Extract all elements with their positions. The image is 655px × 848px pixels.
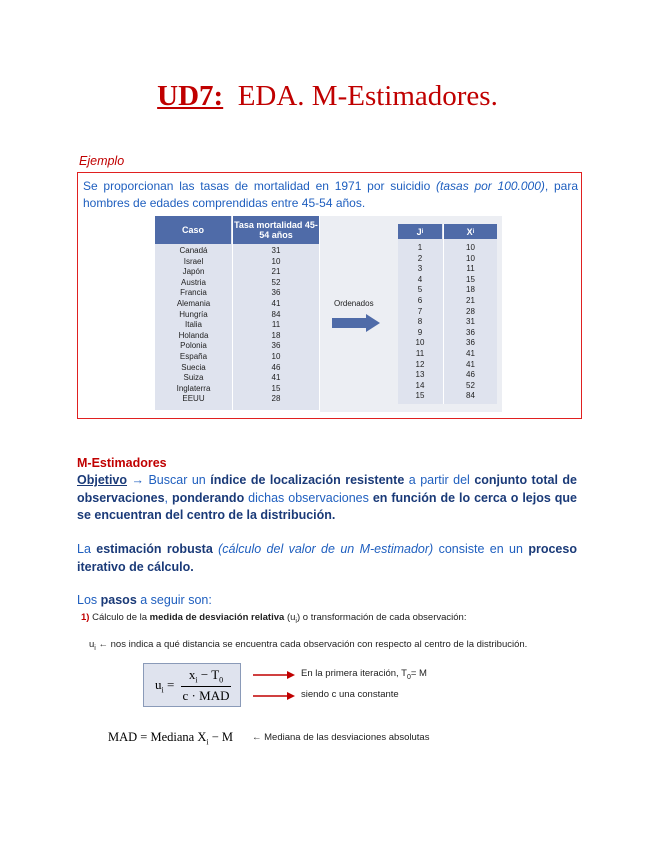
- table-cell-index: 2: [417, 253, 423, 263]
- table-cell-rate: 21: [271, 267, 281, 277]
- table-cell-country: Alemania: [176, 298, 211, 308]
- table-cell-rate: 84: [271, 309, 281, 319]
- table-cell-index: 7: [417, 306, 423, 316]
- table-cell-value: 18: [466, 285, 475, 295]
- title-prefix: UD7:: [157, 80, 224, 112]
- table-cell-value: 31: [466, 317, 475, 327]
- table-cell-country: Francia: [180, 288, 207, 298]
- table-cell-rate: 36: [271, 341, 281, 351]
- table-col-rates: [233, 246, 319, 405]
- table-cell-country: Japón: [182, 267, 205, 277]
- table-cell-index: 3: [417, 264, 423, 274]
- table-cell-value: 15: [466, 274, 475, 284]
- table-cell-index: 8: [417, 317, 423, 327]
- table-cell-value: 11: [466, 264, 475, 274]
- mortality-table: [155, 216, 319, 410]
- table-header-x: X i: [444, 224, 497, 239]
- table-cell-value: 36: [466, 327, 475, 337]
- table-cell-rate: 46: [271, 362, 281, 372]
- table-cell-index: 9: [417, 327, 423, 337]
- table-cell-value: 41: [466, 359, 475, 369]
- page-title: [0, 80, 655, 113]
- table-cell-rate: 41: [271, 373, 281, 383]
- table-cell-value: 36: [466, 338, 475, 348]
- sorted-table: [398, 224, 497, 404]
- table-cell-country: España: [179, 351, 208, 361]
- table-cell-value: 10: [466, 253, 475, 263]
- table-cell-value: 21: [466, 295, 475, 305]
- table-col-countries: [155, 246, 232, 405]
- table-cell-country: Suecia: [181, 362, 206, 372]
- table-cell-value: 52: [466, 380, 475, 390]
- table-cell-rate: 10: [271, 351, 281, 361]
- table-cell-index: 6: [417, 295, 423, 305]
- table-cell-index: 5: [417, 285, 423, 295]
- table-cell-country: Polonia: [180, 341, 207, 351]
- table-cell-country: Italia: [185, 320, 202, 330]
- table-header-caso: Caso: [155, 216, 231, 244]
- title-text: EDA. M-Estimadores.: [237, 80, 498, 112]
- table-cell-value: 10: [466, 243, 475, 252]
- table-cell-value: 28: [466, 306, 475, 316]
- table-cell-rate: 31: [271, 246, 281, 255]
- table-cell-rate: 11: [271, 320, 281, 330]
- robust-paragraph: La estimación robusta (cálculo del valor de un M-estimador) consiste en un proceso iterativo de cálculo.: [77, 542, 577, 574]
- table-cell-rate: 52: [271, 277, 281, 287]
- table-cell-index: 4: [417, 274, 423, 284]
- table-col-values: [444, 243, 497, 402]
- step-1: 1) Cálculo de la medida de desviación relativa $(u_i)$ o transformación de cada observación:: [81, 612, 467, 625]
- arrow-right-icon: [332, 314, 382, 332]
- table-cell-index: 14: [415, 380, 425, 390]
- table-cell-rate: 15: [271, 383, 281, 393]
- table-cell-rate: 28: [271, 394, 281, 404]
- table-col-index: [398, 243, 442, 402]
- table-cell-rate: 18: [271, 330, 281, 340]
- table-cell-country: EEUU: [182, 394, 205, 404]
- example-label: Ejemplo: [79, 154, 125, 168]
- table-cell-index: 11: [415, 348, 425, 358]
- table-cell-rate: 10: [271, 256, 281, 266]
- table-cell-value: 46: [466, 370, 475, 380]
- table-cell-country: Austria: [181, 277, 206, 287]
- objetivo-paragraph: Objetivo → Buscar un índice de localización resistente a partir del conjunto total de observaciones, ponderando dichas observaciones en función de lo cerca o lejos que se encuentran del centro de la distribución.: [77, 473, 578, 522]
- table-cell-country: Israel: [183, 256, 204, 266]
- example-intro: Se proporcionan las tasas de mortalidad en 1971 por suicidio (tasas por 100.000), para hombres de edades comprendidas entre 45-54 años.: [83, 179, 579, 210]
- table-cell-value: 84: [466, 391, 475, 401]
- table-cell-value: 41: [466, 348, 475, 358]
- table-header-tasa: Tasa mortalidad 45-54 años: [233, 216, 319, 244]
- table-cell-index: 10: [415, 338, 425, 348]
- section-heading: M-Estimadores: [77, 456, 167, 470]
- table-cell-rate: 36: [271, 288, 281, 298]
- note-first-iteration: En la primera iteración, $T_0= M$: [301, 668, 427, 681]
- table-cell-country: Canadá: [179, 246, 208, 255]
- table-cell-index: 1: [417, 243, 423, 252]
- table-cell-index: 12: [415, 359, 425, 369]
- table-cell-country: Inglaterra: [176, 383, 211, 393]
- mad-formula: MAD = Mediana $X_i - M$: [108, 730, 234, 747]
- red-arrows-icon: [253, 670, 297, 704]
- note-constant: siendo c una constante: [301, 689, 399, 700]
- sorted-label: Ordenados: [334, 299, 374, 308]
- table-cell-index: 13: [415, 370, 425, 380]
- mad-note: ← Mediana de las desviaciones absolutas: [252, 732, 430, 743]
- table-cell-country: Hungría: [179, 309, 208, 319]
- steps-intro: Los pasos a seguir son:: [77, 593, 212, 607]
- table-cell-country: Holanda: [178, 330, 209, 340]
- table-cell-rate: 41: [271, 298, 281, 308]
- table-header-j: J i: [398, 224, 442, 239]
- table-cell-index: 15: [415, 391, 425, 401]
- table-cell-country: Suiza: [183, 373, 204, 383]
- step-1-explanation: $u_i$ ← nos indica a qué distancia se encuentra cada observación con respecto al centro de la distribución.: [89, 639, 528, 652]
